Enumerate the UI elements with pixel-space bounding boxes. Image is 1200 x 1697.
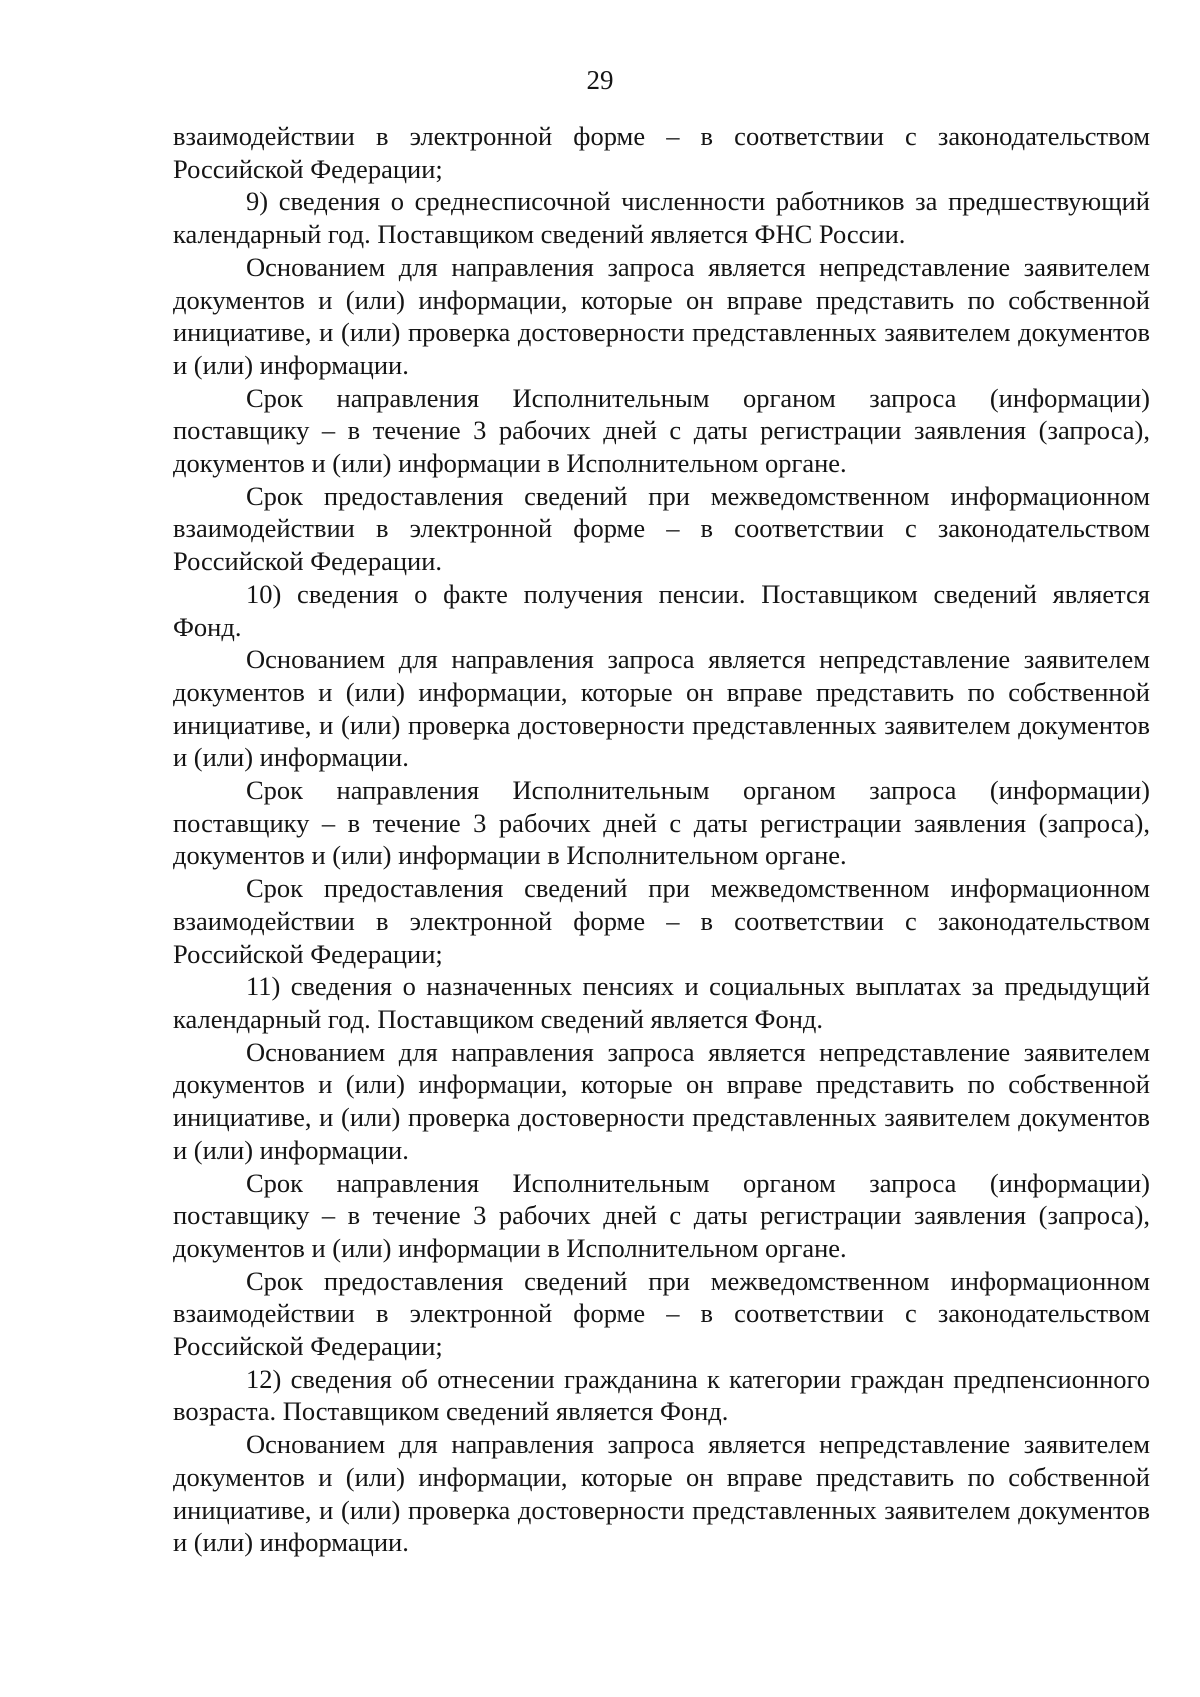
paragraph-item-9: 9) сведения о среднесписочной численности работников за предшествующий календарный год. Поставщиком сведений является ФНС России. bbox=[173, 186, 1150, 250]
paragraph-request-term: Срок направления Исполнительным органом запроса (информации) поставщику – в течение 3 рабочих дней с даты регистрации заявления (запроса), документов и (или) информации в Исполнительном органе. bbox=[173, 1167, 1150, 1263]
paragraph-response-term: Срок предоставления сведений при межведомственном информационном взаимодействии в электронной форме – в соответствии с законодательством Российской Федерации. bbox=[173, 480, 1150, 577]
paragraph-request-term: Срок направления Исполнительным органом запроса (информации) поставщику – в течение 3 рабочих дней с даты регистрации заявления (запроса), документов и (или) информации в Исполнительном органе. bbox=[173, 382, 1150, 479]
paragraph-request-term: Срок направления Исполнительным органом запроса (информации) поставщику – в течение 3 рабочих дней с даты регистрации заявления (запроса), документов и (или) информации в Исполнительном органе. bbox=[173, 775, 1150, 871]
document-body bbox=[173, 120, 1150, 1559]
paragraph-basis: Основанием для направления запроса является непредставление заявителем документов и (или) информации, которые он вправе представить по собственной инициативе, и (или) проверка достоверности представленных заявителем документов и (или) информации. bbox=[173, 1429, 1150, 1558]
paragraph-basis: Основанием для направления запроса является непредставление заявителем документов и (или) информации, которые он вправе представить по собственной инициативе, и (или) проверка достоверности представленных заявителем документов и (или) информации. bbox=[173, 1036, 1150, 1165]
paragraph-item-10: 10) сведения о факте получения пенсии. Поставщиком сведений является Фонд. bbox=[173, 578, 1150, 642]
page-number: 29 bbox=[586, 65, 614, 95]
paragraph-basis: Основанием для направления запроса является непредставление заявителем документов и (или) информации, которые он вправе представить по собственной инициативе, и (или) проверка достоверности представленных заявителем документов и (или) информации. bbox=[173, 644, 1150, 773]
paragraph-item-12: 12) сведения об отнесении гражданина к категории граждан предпенсионного возраста. Поставщиком сведений является Фонд. bbox=[173, 1363, 1150, 1427]
paragraph-response-term: Срок предоставления сведений при межведомственном информационном взаимодействии в электронной форме – в соответствии с законодательством Российской Федерации; bbox=[173, 873, 1150, 969]
paragraph-continuation: взаимодействии в электронной форме – в соответствии с законодательством Российской Федерации; bbox=[173, 121, 1150, 184]
paragraph-item-11: 11) сведения о назначенных пенсиях и социальных выплатах за предыдущий календарный год. Поставщиком сведений является Фонд. bbox=[173, 971, 1150, 1034]
paragraph-basis: Основанием для направления запроса является непредставление заявителем документов и (или) информации, которые он вправе представить по собственной инициативе, и (или) проверка достоверности представленных заявителем документов и (или) информации. bbox=[173, 251, 1150, 380]
paragraph-response-term: Срок предоставления сведений при межведомственном информационном взаимодействии в электронной форме – в соответствии с законодательством Российской Федерации; bbox=[173, 1265, 1150, 1362]
